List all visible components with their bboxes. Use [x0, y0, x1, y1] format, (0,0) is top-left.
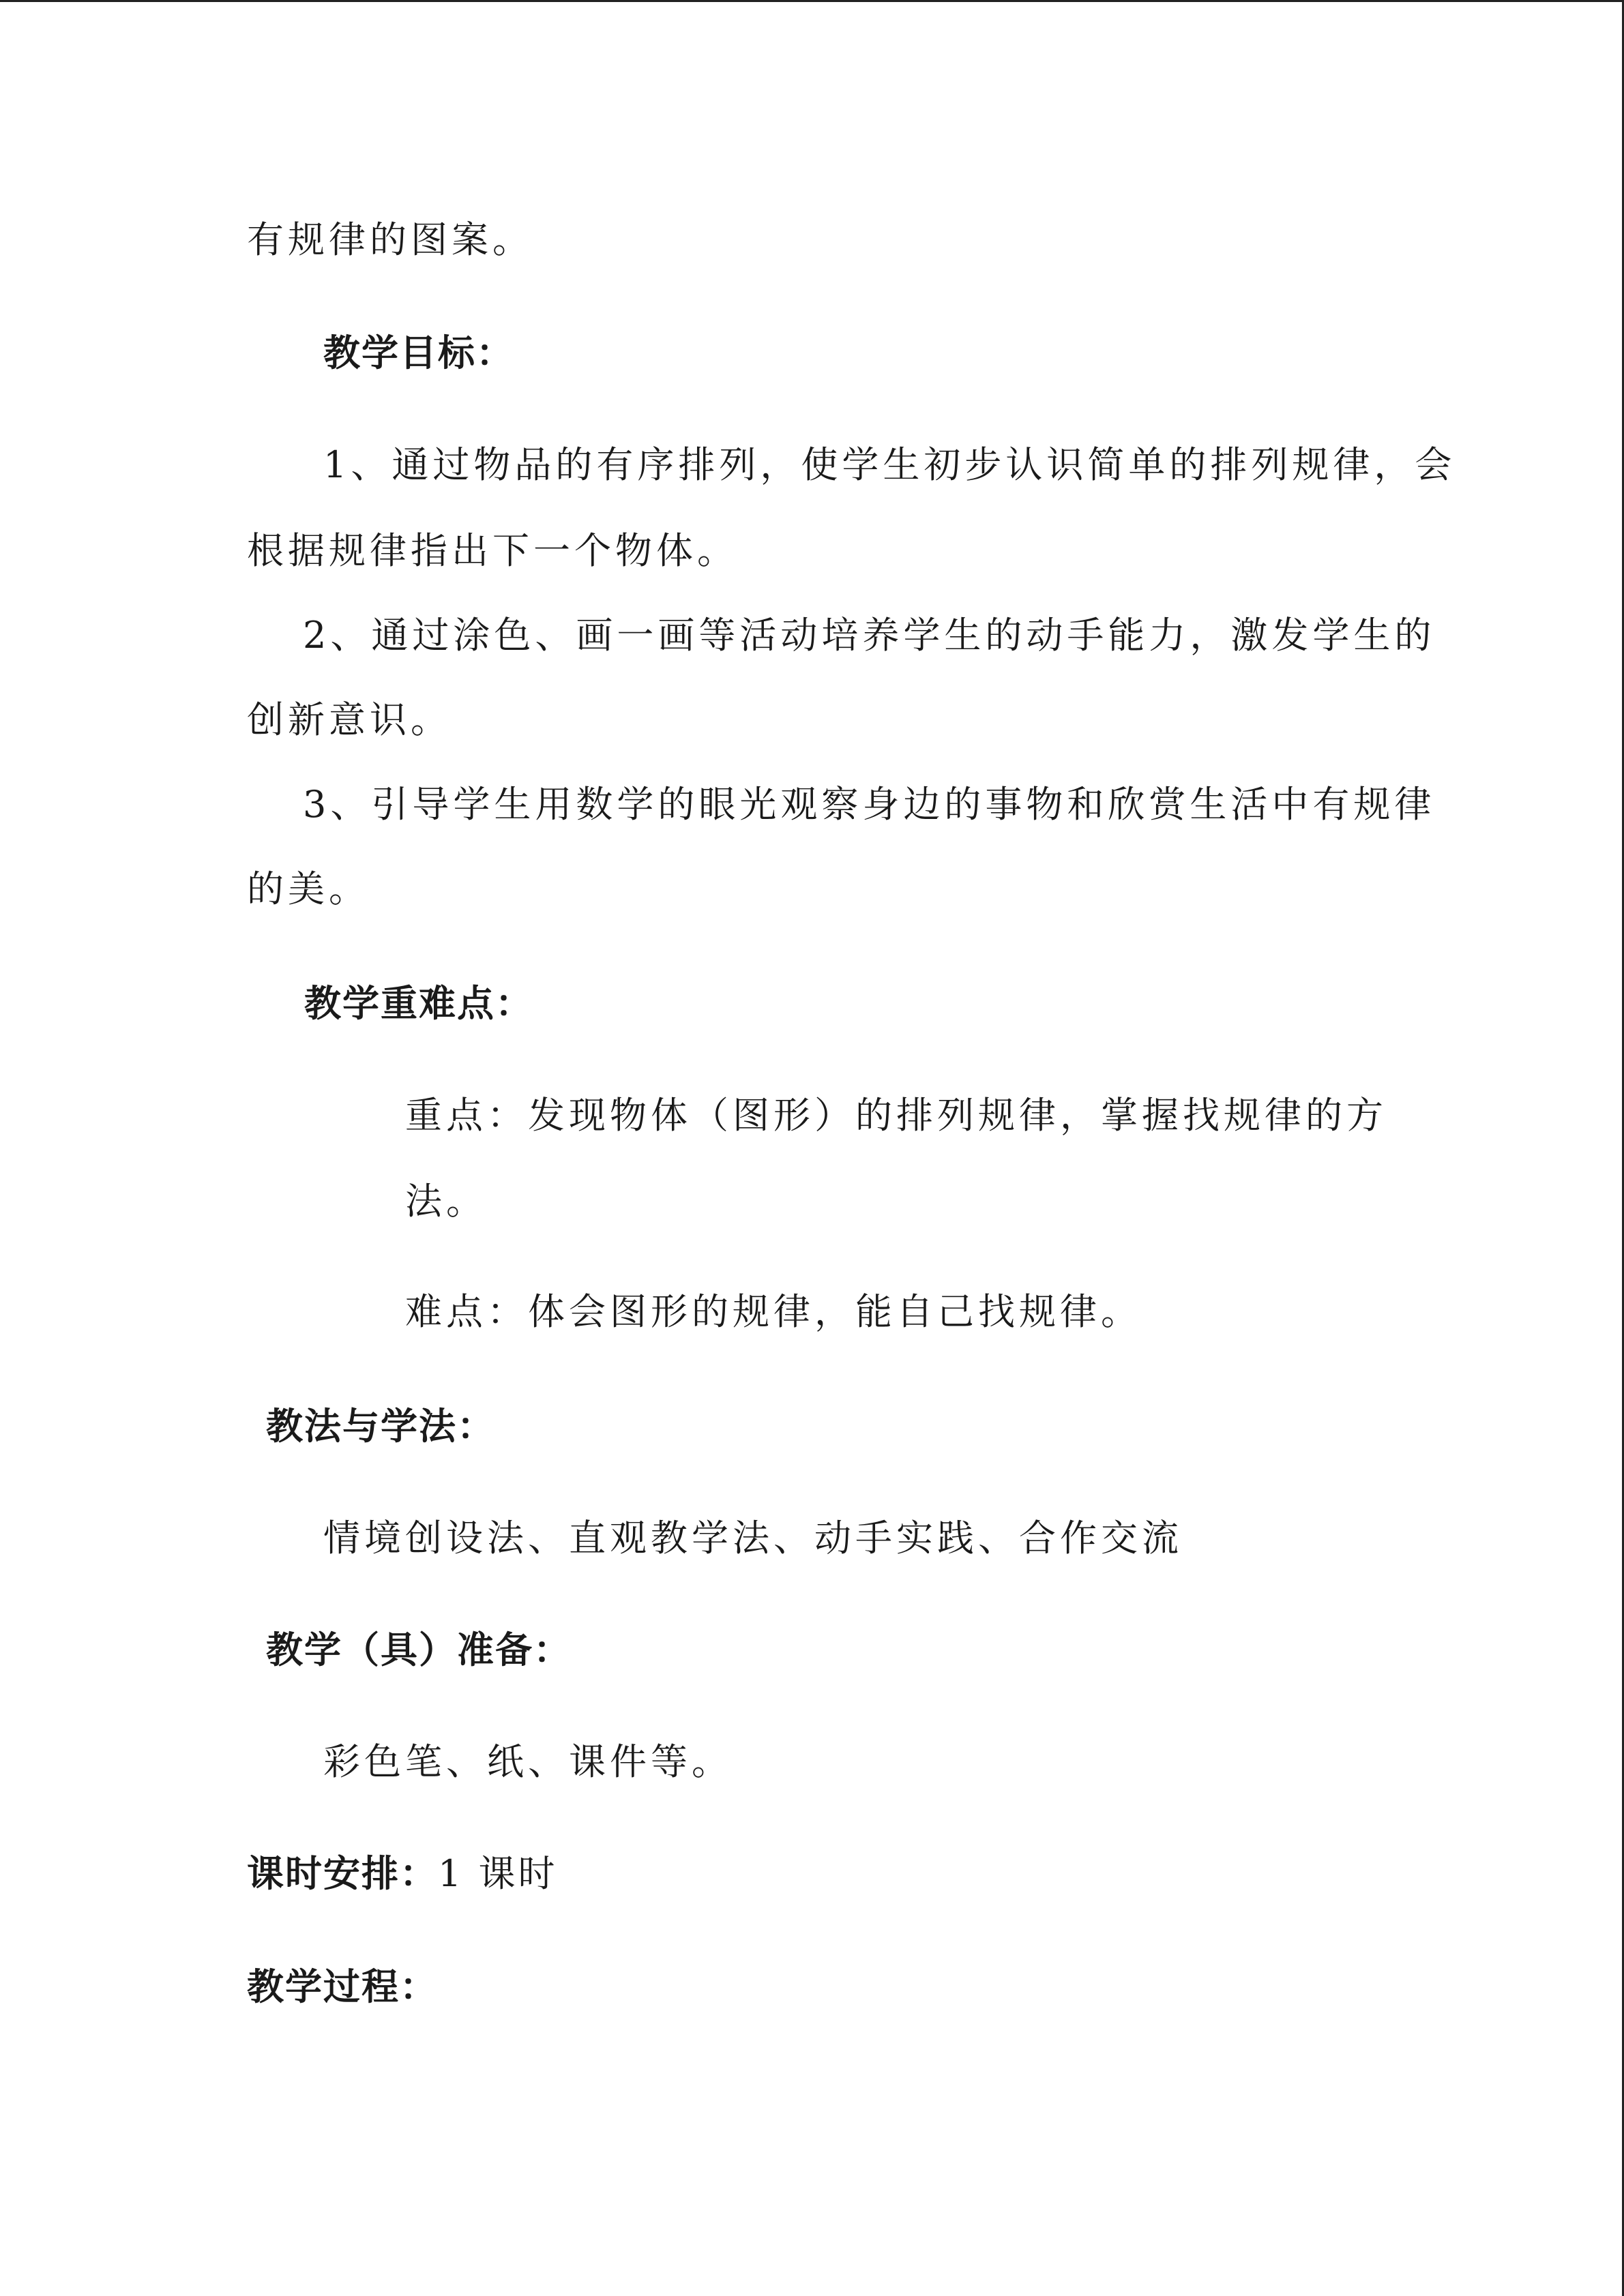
page-top-border [0, 0, 1624, 2]
heading-preparation: 教学（具）准备： [266, 1628, 572, 1671]
class-hours-value: 1 课时 [438, 1852, 558, 1895]
goal-1-line-2: 根据规律指出下一个物体。 [247, 529, 738, 572]
text-line: 有规律的图案。 [247, 218, 533, 261]
key-point-line-1: 重点：发现物体（图形）的排列规律，掌握找规律的方 [405, 1094, 1387, 1137]
heading-teaching-process: 教学过程： [247, 1965, 438, 2008]
methods-text: 情境创设法、直观教学法、动手实践、合作交流 [323, 1517, 1183, 1560]
goal-3-line-1: 3、引导学生用数学的眼光观察身边的事物和欣赏生活中有规律 [303, 783, 1436, 826]
key-point-line-2: 法。 [405, 1180, 487, 1223]
heading-teaching-goals: 教学目标： [323, 331, 514, 374]
class-hours-label: 课时安排： [247, 1852, 438, 1895]
class-hours-row [247, 1850, 558, 1898]
heading-methods: 教法与学法： [266, 1405, 495, 1448]
difficult-point-line: 难点：体会图形的规律，能自己找规律。 [405, 1290, 1142, 1333]
goal-3-line-2: 的美。 [247, 867, 370, 910]
preparation-text: 彩色笔、纸、课件等。 [323, 1740, 733, 1783]
goal-1-line-1: 1、通过物品的有序排列，使学生初步认识简单的排列规律，会 [323, 443, 1456, 486]
heading-key-points: 教学重难点： [304, 982, 533, 1025]
goal-2-line-1: 2、通过涂色、画一画等活动培养学生的动手能力，激发学生的 [303, 614, 1436, 657]
goal-2-line-2: 创新意识。 [247, 698, 452, 741]
